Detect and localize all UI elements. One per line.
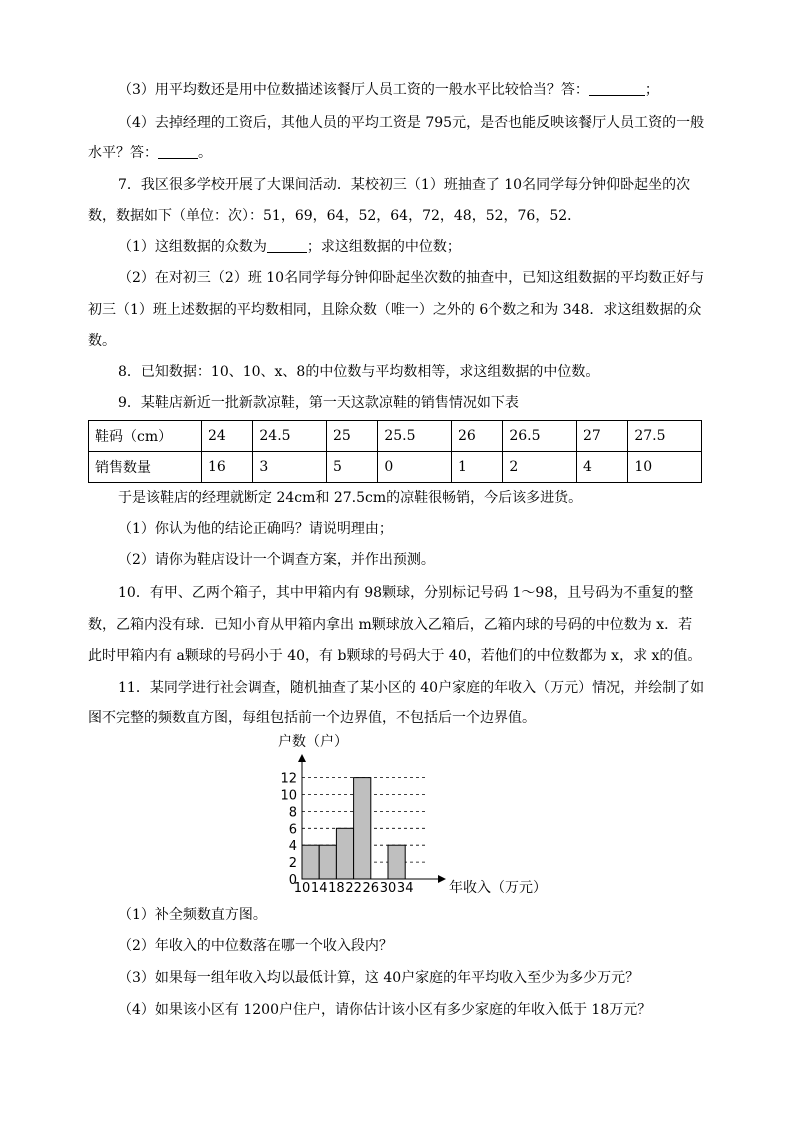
q11-part3: （3）如果每一组年收入均以最低计算，这 40户家庭的年平均收入至少为多少万元？ [118, 970, 640, 986]
x-tick-label: 30 [379, 881, 397, 896]
y-tick-label: 6 [288, 822, 297, 838]
q9-conclusion: 于是该鞋店的经理就断定 24cm和 27.5cm的凉鞋很畅销，今后该多进货。 [118, 490, 583, 506]
histogram-bar [354, 778, 371, 879]
table-cell: 25.5 [378, 421, 452, 452]
y-tick-label: 0 [288, 873, 297, 888]
y-tick-label: 8 [288, 805, 297, 821]
table-cell: 24 [202, 421, 253, 452]
q7-part1: （1）这组数据的众数为 ；求这组数据的中位数； [118, 239, 461, 255]
q11-stem: 11．某同学进行社会调查，随机抽查了某小区的 40户家庭的年收入（万元）情况，并绘制了如 [118, 680, 705, 696]
x-tick-label: 18 [328, 881, 345, 896]
q10-end: 此时甲箱内有 a颗球的号码小于 40，有 b颗球的号码大于 40，若他们的中位数都为 x，求 x的值。 [88, 648, 702, 664]
y-tick-label: 4 [288, 839, 297, 855]
y-axis-arrow-icon [298, 754, 306, 762]
q9-part2: （2）请你为鞋店设计一个调查方案，并作出预测。 [118, 552, 435, 568]
q11-part2: （2）年收入的中位数落在哪一个收入段内？ [118, 938, 393, 954]
table-cell: 2 [503, 452, 577, 483]
table-cell: 0 [378, 452, 452, 483]
table-cell: 1 [451, 452, 502, 483]
q7-part2: （2）在对初三（2）班 10名同学每分钟仰卧起坐次数的抽查中，已知这组数据的平均数正好与 [118, 270, 705, 286]
x-tick-label: 14 [310, 881, 328, 896]
table-cell: 3 [253, 452, 327, 483]
histogram-bar [336, 828, 353, 879]
table-cell: 4 [576, 452, 627, 483]
x-tick-label: 10 [293, 881, 311, 896]
row-header: 鞋码（cm） [89, 421, 202, 452]
histogram-bar [302, 845, 319, 879]
q6-part4: （4）去掉经理的工资后，其他人员的平均工资是 795元，是否也能反映该餐厅人员工资的一般 [118, 115, 705, 131]
q11-part1: （1）补全频数直方图。 [118, 907, 267, 923]
x-axis-arrow-icon [438, 875, 446, 883]
y-tick-label: 12 [280, 771, 297, 787]
q9-part1: （1）你认为他的结论正确吗？请说明理由； [118, 521, 393, 537]
row-header: 销售数量 [89, 452, 202, 483]
histogram-bar [319, 845, 336, 879]
y-axis-title: 户数（户） [278, 734, 348, 750]
table-cell: 16 [202, 452, 253, 483]
table-cell: 25 [326, 421, 377, 452]
histogram-bar [388, 845, 405, 879]
table-cell: 24.5 [253, 421, 327, 452]
x-tick-label: 34 [396, 881, 414, 896]
q7-part2-end: 数。 [88, 333, 116, 349]
q11-cont: 图不完整的频数直方图，每组包括前一个边界值，不包括后一个边界值。 [88, 710, 536, 726]
q8-stem: 8．已知数据：10、10、x、8的中位数与平均数相等，求这组数据的中位数。 [118, 364, 600, 380]
q7-part2-cont: 初三（1）班上述数据的平均数相同，且除众数（唯一）之外的 6个数之和为 348．求这组数据的众 [88, 302, 702, 318]
table-cell: 26.5 [503, 421, 577, 452]
q9-stem: 9．某鞋店新近一批新款凉鞋，第一天这款凉鞋的销售情况如下表 [118, 395, 519, 411]
table-cell: 26 [451, 421, 502, 452]
x-tick-label: 22 [345, 881, 362, 896]
x-axis-title: 年收入（万元） [449, 880, 547, 896]
table-cell: 10 [628, 452, 702, 483]
table-cell: 27.5 [628, 421, 702, 452]
q6-part4-cont: 水平？答： 。 [88, 145, 212, 161]
q6-part3: （3）用平均数还是用中位数描述该餐厅人员工资的一般水平比较恰当？答： ； [118, 82, 659, 98]
q7-data: 数，数据如下（单位：次）：51，69，64，52，64，72，48，52，76，52． [88, 208, 582, 224]
table-cell: 27 [576, 421, 627, 452]
q7-stem: 7．我区很多学校开展了大课间活动．某校初三（1）班抽查了 10名同学每分钟仰卧起坐的次 [118, 177, 691, 193]
q10-cont: 数，乙箱内没有球．已知小育从甲箱内拿出 m颗球放入乙箱后，乙箱内球的号码的中位数为 x．若 [88, 617, 693, 633]
q11-part4: （4）如果该小区有 1200户住户，请你估计该小区有多少家庭的年收入低于 18万元？ [118, 1002, 652, 1018]
y-tick-label: 10 [280, 788, 297, 804]
table-cell: 5 [326, 452, 377, 483]
x-tick-label: 26 [362, 881, 380, 896]
y-tick-label: 2 [288, 856, 297, 872]
q10-stem: 10．有甲、乙两个箱子，其中甲箱内有 98颗球，分别标记号码 1～98，且号码为不重复的整 [118, 585, 694, 601]
